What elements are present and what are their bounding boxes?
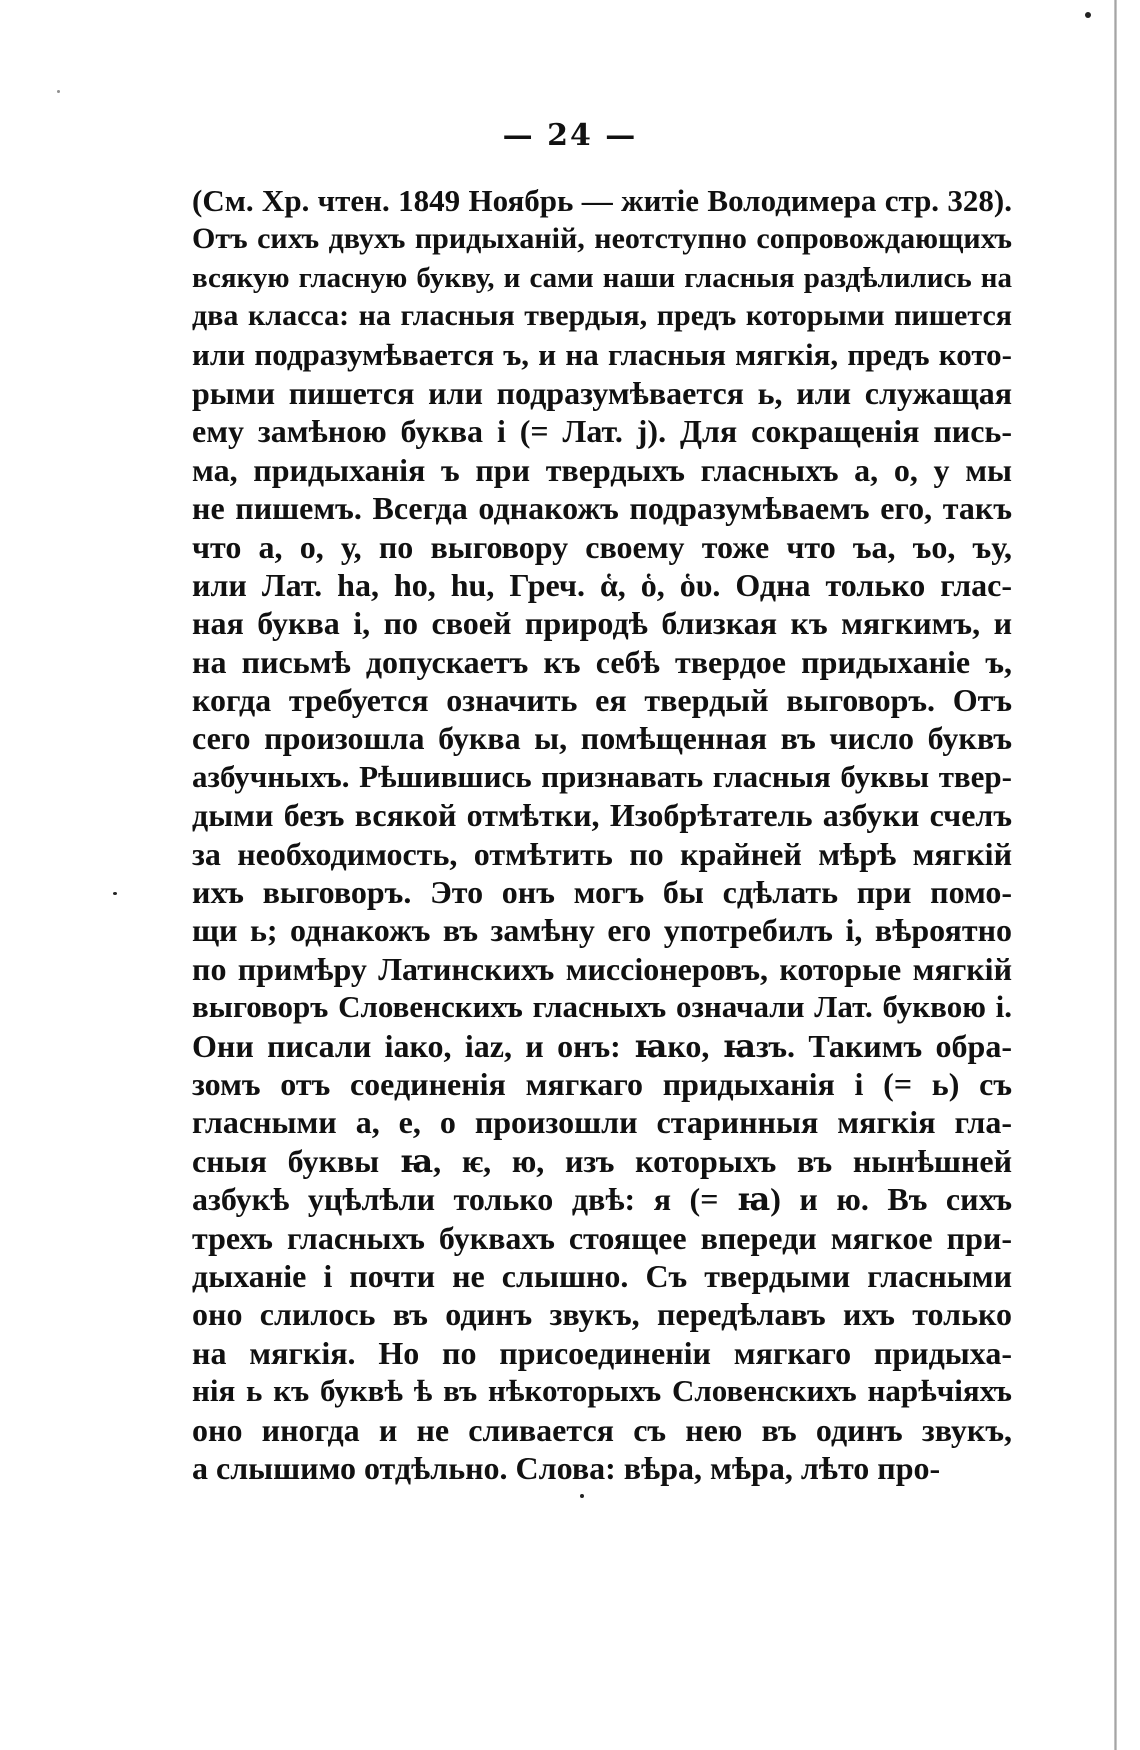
text-line: ихъ выговоръ. Это онъ могъ бы сдѣлать при помо- [192,874,1012,911]
text-line: трехъ гласныхъ буквахъ стоящее впереди мягкое при- [192,1219,1012,1256]
text-line: за необходимость, отмѣтить по крайней мѣрѣ мягкій [192,835,1012,872]
text-line: дыми безъ всякой отмѣтки, Изобрѣтатель азбуки счелъ [192,797,1012,834]
text-line: когда требуется означить ея твердый выговоръ. Отъ [192,682,1012,719]
text-line: или Лат. ha, ho, hu, Греч. ἁ, ὁ, ὁυ. Одна только глас- [192,566,1012,603]
text-line: оно слилось въ одинъ звукъ, передѣлавъ ихъ только [192,1296,1012,1333]
text-line: ма, придыханія ъ при твердыхъ гласныхъ а, о, у мы [192,451,1012,488]
text-line: выговоръ Словенскихъ гласныхъ означали Лат. буквою і. [192,989,1012,1025]
text-line: азбучныхъ. Рѣшившись признавать гласныя буквы твер- [192,758,1012,794]
text-line: что а, о, у, по выговору своему тоже что ъа, ъо, ъу, [192,528,1012,565]
ink-speck [113,892,117,895]
ink-speck [580,1494,584,1498]
text-line: на мягкія. Но по присоединеніи мягкаго придыха- [192,1334,1012,1371]
text-line: азбукѣ уцѣлѣли только двѣ: я (= ꙗ) и ю. Въ сихъ [192,1181,1012,1218]
text-line: зомъ отъ соединенія мягкаго придыханія і (= ь) съ [192,1065,1012,1102]
body-text [192,182,1012,1487]
text-line: сего произошла буква ы, помѣщенная въ число буквъ [192,720,1012,757]
text-line: не пишемъ. Всегда однакожъ подразумѣваемъ его, такъ [192,490,1012,527]
text-line: щи ь; однакожъ въ замѣну его употребилъ і, вѣроятно [192,912,1012,949]
text-line: нія ь къ буквѣ ѣ въ нѣкоторыхъ Словенскихъ нарѣчіяхъ [192,1373,1012,1409]
page-edge-shadow [1114,0,1117,1750]
text-line: дыханіе і почти не слышно. Съ твердыми гласными [192,1257,1012,1294]
text-line: оно иногда и не сливается съ нею въ одинъ звукъ, [192,1411,1012,1448]
ink-speck [1085,12,1091,18]
text-line: Отъ сихъ двухъ придыханій, неотступно сопровождающихъ [192,222,1012,256]
text-line: два класса: на гласныя твердыя, предъ которыми пишется [192,299,1012,333]
text-line: всякую гласную букву, и сами наши гласныя раздѣлились на [192,261,1012,294]
text-line: а слышимо отдѣльно. Слова: вѣра, мѣра, лѣто про- [192,1449,941,1486]
text-line: ная буква і, по своей природѣ близкая къ мягкимъ, и [192,605,1012,642]
text-line: на письмѣ допускаетъ къ себѣ твердое придыханіе ъ, [192,643,1012,680]
text-line: ему замѣною буква і (= Лат. j). Для сокращенія пись- [192,413,1012,450]
text-line: сныя буквы ꙗ, ѥ, ю, изъ которыхъ въ нынѣшней [192,1142,1012,1179]
text-line: по примѣру Латинскихъ миссіонеровъ, которые мягкій [192,950,1012,987]
text-line: или подразумѣвается ъ, и на гласныя мягкія, предъ кото- [192,336,1012,372]
page-header: — 24 — [502,118,638,153]
ink-speck [57,90,60,93]
text-line: гласными а, е, о произошли старинныя мягкія гла- [192,1104,1012,1141]
text-line: рыми пишется или подразумѣвается ь, или служащая [192,374,1012,411]
text-line: (См. Хр. чтен. 1849 Ноябрь — житіе Володимера стр. 328). [192,183,1012,218]
text-line: Они писали іако, іаz, и онъ: ꙗко, ꙗзъ. Такимъ обра- [192,1027,1012,1064]
